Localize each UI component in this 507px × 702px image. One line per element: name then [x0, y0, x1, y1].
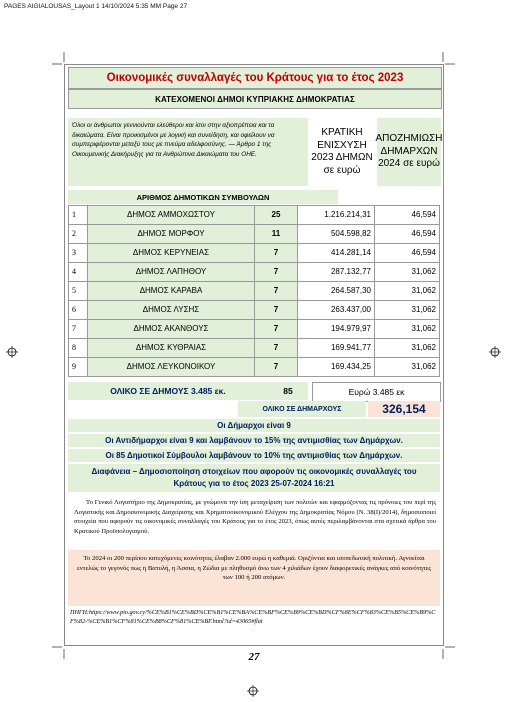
council-count: 7 — [255, 339, 298, 358]
row-number: 1 — [69, 206, 88, 225]
mayors-count-line: Οι Δήμαρχοι είναι 9 — [68, 419, 440, 432]
municipality-name: ΔΗΜΟΣ ΑΜΜΟΧΩΣΤΟΥ — [88, 206, 255, 225]
municipality-name: ΔΗΜΟΣ ΚΕΡΥΝΕΙΑΣ — [88, 244, 255, 263]
municipality-name: ΔΗΜΟΣ ΑΚΑΝΘΟΥΣ — [88, 320, 255, 339]
council-count: 25 — [255, 206, 298, 225]
mayors-total-row — [238, 401, 440, 417]
row-number: 9 — [69, 358, 88, 377]
subsidy-amount: 287.132,77 — [298, 263, 375, 282]
transparency-heading-line-2: Κράτους για το έτος 2023 25-07-2024 16:21 — [173, 479, 335, 488]
table-row — [69, 320, 440, 339]
council-count: 7 — [255, 263, 298, 282]
municipality-name: ΔΗΜΟΣ ΛΥΣΗΣ — [88, 301, 255, 320]
municipality-name: ΔΗΜΟΣ ΛΑΠΗΘΟΥ — [88, 263, 255, 282]
municipality-name: ΔΗΜΟΣ ΚΑΡΑΒΑ — [88, 282, 255, 301]
mayor-compensation: 31,062 — [375, 339, 440, 358]
mayors-total-value: 326,154 — [368, 401, 440, 417]
municipalities-table — [68, 205, 440, 377]
row-number: 5 — [69, 282, 88, 301]
crop-mark-bottom-right — [441, 645, 455, 659]
mayors-total-label: ΟΛΙΚΟ ΣΕ ΔΗΜΑΡΧΟΥΣ — [238, 401, 366, 417]
transparency-heading-line-1: Διαφάνεια – Δημοσιοποίηση στοιχείων που αφορούν τις οικονομικές συναλλαγές του — [91, 467, 417, 476]
column-header-council-count: ΑΡΙΘΜΟΣ ΔΗΜΟΤΙΚΩΝ ΣΥΜΒΟΥΛΩΝ — [68, 190, 338, 204]
body-paragraph: Το Γενικό Λογιστήριο της Δημοκρατίας, με γνώμονα την ίση μεταχείριση των πολιτών και εφαρμόζοντας τις πρόνοιες του περί της Λογιστικής και Δημοσιονομικής Διαχείρισης και Χρηματοοικονομικού Ελέγχου της Δημοκρατίας Νόμου (Ν. 38(Ι)/2014), δημοσιοποιεί στοιχεία που αφορούν τις οικονομικές συναλλαγές του Κράτους για το έτος 2023, όπως αυτές περιλαμβάνονται στα σχετικά άρθρα του Κρατικού Προϋπολογισμού. — [74, 499, 436, 535]
registration-mark-right — [489, 345, 501, 357]
page-subtitle: ΚΑΤΕΧΟΜΕΝΟΙ ΔΗΜΟΙ ΚΥΠΡΙΑΚΗΣ ΔΗΜΟΚΡΑΤΙΑΣ — [68, 89, 442, 109]
table-row — [69, 225, 440, 244]
municipality-name: ΔΗΜΟΣ ΛΕΥΚΟΝΟΙΚΟΥ — [88, 358, 255, 377]
row-number: 7 — [69, 320, 88, 339]
human-rights-quote: Όλοι οι άνθρωποι γεννιούνται ελεύθεροι και ίσοι στην αξιοπρέπεια και τα δικαιώματα. Είναι προικισμένοι με λογική και συνείδηση, και οφείλουν να συμπεριφέρονται μεταξύ τους με πνεύμα αδελφοσύνης. — Άρθρο 1 της Οικουμενικής Διακήρυξης για τα Ανθρώπινα Δικαιώματα του ΟΗΕ. — [68, 118, 308, 186]
council-count: 7 — [255, 282, 298, 301]
transparency-heading — [68, 464, 440, 492]
registration-mark-bottom — [247, 684, 259, 696]
council-count: 7 — [255, 358, 298, 377]
table-row — [69, 358, 440, 377]
mayor-compensation: 46,594 — [375, 206, 440, 225]
table-row — [69, 282, 440, 301]
total-count: 85 — [268, 382, 308, 400]
mayor-compensation: 31,062 — [375, 282, 440, 301]
deputy-mayors-line: Οι Αντιδήμαρχοι είναι 9 και λαμβάνουν το 15% της αντιμισθίας των Δημάρχων. — [68, 434, 440, 447]
mayor-compensation: 46,594 — [375, 244, 440, 263]
column-header-compensation: ΑΠΟΖΗΜΙΩΣΗ ΔΗΜΑΡΧΩΝ 2024 σε ευρώ — [377, 118, 441, 186]
mayor-compensation: 31,062 — [375, 301, 440, 320]
row-number: 6 — [69, 301, 88, 320]
total-amount: Ευρώ 3.485 εκ — [312, 382, 441, 402]
municipality-name: ΔΗΜΟΣ ΜΟΡΦΟΥ — [88, 225, 255, 244]
council-count: 11 — [255, 225, 298, 244]
mayor-compensation: 31,062 — [375, 263, 440, 282]
row-number: 3 — [69, 244, 88, 263]
source-link[interactable]: ΠΗΓΗ:https://www.pio.gov.cy/%CE%B1%CE%BD%CE%B1%CE%BA%CE%BF%CE%B9%CE%BD%CF%8E%CF%83%CE%B5%CE%B9%CF%82-%CE%B1%CF%81%CE%B8%CF%81%CE%BF.html?id=43065#flat — [70, 609, 436, 625]
subsidy-amount: 264.587,30 — [298, 282, 375, 301]
table-row — [69, 339, 440, 358]
mayor-compensation: 31,062 — [375, 358, 440, 377]
page-number: 27 — [248, 651, 260, 663]
total-label: ΟΛΙΚΟ ΣΕ ΔΗΜΟΥΣ 3.485 εκ. — [68, 382, 268, 400]
crop-mark-bottom-left — [52, 645, 66, 659]
council-count: 7 — [255, 320, 298, 339]
mayor-compensation: 46,594 — [375, 225, 440, 244]
subsidy-amount: 169.434,25 — [298, 358, 375, 377]
mayor-compensation: 31,062 — [375, 320, 440, 339]
council-count: 7 — [255, 301, 298, 320]
council-count: 7 — [255, 244, 298, 263]
subsidy-amount: 1.216.214,31 — [298, 206, 375, 225]
row-number: 4 — [69, 263, 88, 282]
subsidy-amount: 504.598,82 — [298, 225, 375, 244]
registration-mark-left — [6, 345, 18, 357]
total-row — [68, 382, 440, 400]
subsidy-amount: 169.941,77 — [298, 339, 375, 358]
subsidy-amount: 263.437,00 — [298, 301, 375, 320]
communities-note: Το 2024 οι 200 περίπου κατεχόμενες κοινότητες έλαβαν 2.000 ευρώ η καθεμιά. Οριζόντια και ισοπεδωτική πολιτική. Αγνοείται εντελώς το γεγονός πως η Βατυλή, η Άσσια, η Ζώδια με πληθυσμό άνω των 4 χιλιάδων έχουν διαφορετικές ανάγκες από κοινότητες των 100 ή 200 ατόμων. — [68, 550, 440, 606]
municipality-name: ΔΗΜΟΣ ΚΥΘΡΑΙΑΣ — [88, 339, 255, 358]
subsidy-amount: 194.979,97 — [298, 320, 375, 339]
table-row — [69, 244, 440, 263]
row-number: 8 — [69, 339, 88, 358]
column-header-subsidy: ΚΡΑΤΙΚΗ ΕΝΙΣΧΥΣΗ 2023 ΔΗΜΩΝ σε ευρώ — [310, 118, 374, 186]
page-title: Οικονομικές συναλλαγές του Κράτους για το έτος 2023 — [68, 67, 442, 89]
table-row — [69, 206, 440, 225]
councillors-line: Οι 85 Δημοτικοί Σύμβουλοι λαμβάνουν το 10% της αντιμισθίας των Δημάρχων. — [68, 449, 440, 462]
table-row — [69, 263, 440, 282]
table-row — [69, 301, 440, 320]
print-header: PAGES AIGIALOUSAS_Layout 1 14/10/2024 5:35 ΜΜ Page 27 — [4, 3, 188, 10]
subsidy-amount: 414.281,14 — [298, 244, 375, 263]
row-number: 2 — [69, 225, 88, 244]
